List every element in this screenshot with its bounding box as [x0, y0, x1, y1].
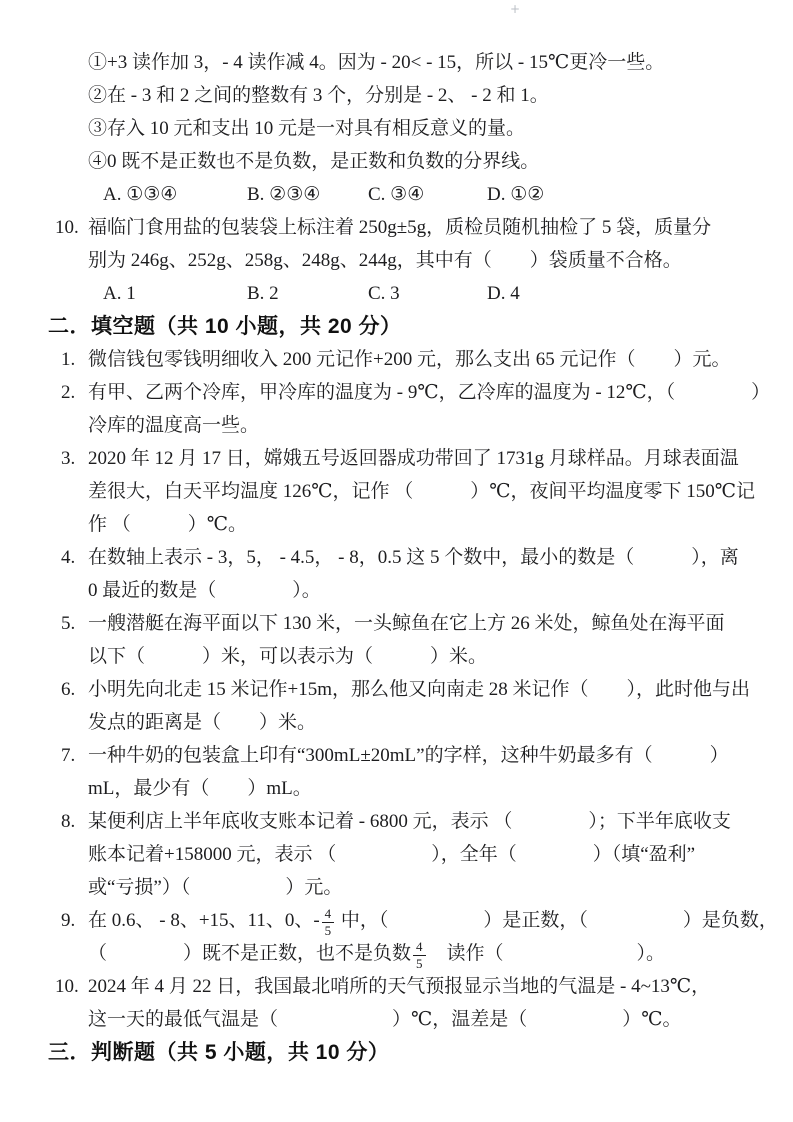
fraction-four-fifths — [322, 907, 335, 938]
option-b: B. ②③④ — [247, 184, 321, 205]
crop-mark-icon: + — [510, 2, 521, 16]
statement-line-3: ③存入 10 元和支出 10 元是一对具有相反意义的量。 — [88, 118, 526, 139]
question-number: 9. — [61, 910, 76, 931]
option-d: D. 4 — [487, 283, 520, 304]
section-2-heading: 二．填空题（共 10 小题，共 20 分） — [48, 315, 402, 338]
question-number: 4. — [61, 547, 76, 568]
statement-line-1: ①+3 读作加 3，- 4 读作减 4。因为 - 20< - 15，所以 - 15℃更冷一些。 — [88, 52, 665, 73]
question-number: 7. — [61, 745, 76, 766]
question-text: 中，（ ）是正数，（ ）是负数， — [336, 910, 778, 931]
fill-question-2 — [0, 376, 793, 442]
fill-question-7 — [0, 739, 793, 805]
question-line: 2020 年 12 月 17 日，嫦娥五号返回器成功带回了 1731g 月球样品。月球表面温 — [88, 448, 739, 469]
question-number: 3. — [61, 448, 76, 469]
choice-question-10 — [0, 211, 793, 277]
question-number: 8. — [61, 811, 76, 832]
question-number: 6. — [61, 679, 76, 700]
fill-question-8 — [0, 805, 793, 904]
fill-question-6 — [0, 673, 793, 739]
question-line: 在数轴上表示 - 3，5， - 4.5， - 8，0.5 这 5 个数中，最小的数是（ ），离 — [88, 547, 739, 568]
question-number: 2. — [61, 382, 76, 403]
question-line: mL，最少有（ ）mL。 — [88, 778, 312, 799]
choice-q9-options-row — [0, 178, 793, 211]
question-number: 1. — [61, 349, 76, 370]
option-d: D. ①② — [487, 184, 545, 205]
question-text: 读作（ ）。 — [427, 943, 666, 964]
fraction-four-fifths — [413, 940, 426, 971]
question-line: 微信钱包零钱明细收入 200 元记作+200 元，那么支出 65 元记作（ ）元。 — [88, 349, 731, 370]
question-line: 差很大，白天平均温度 126℃，记作 （ ）℃，夜间平均温度零下 150℃记 — [88, 481, 756, 502]
question-line: 一艘潜艇在海平面以下 130 米，一头鲸鱼在它上方 26 米处，鲸鱼处在海平面 — [88, 613, 725, 634]
question-line: 小明先向北走 15 米记作+15m，那么他又向南走 28 米记作（ ），此时他与出 — [88, 679, 750, 700]
fill-question-10 — [0, 970, 793, 1036]
fill-question-1 — [0, 343, 793, 376]
question-line: 发点的距离是（ ）米。 — [88, 712, 317, 733]
option-a: A. ①③④ — [103, 184, 178, 205]
fill-question-5 — [0, 607, 793, 673]
option-c: C. 3 — [368, 283, 400, 304]
question-line: 以下（ ）米，可以表示为（ ）米。 — [88, 646, 488, 667]
question-text: （ ）既不是正数，也不是负数 — [88, 943, 412, 964]
question-line: 冷库的温度高一些。 — [88, 415, 260, 436]
question-line — [88, 904, 793, 937]
question-line: 别为 246g、252g、258g、248g、244g，其中有（ ）袋质量不合格。 — [88, 250, 682, 271]
fill-question-3 — [0, 442, 793, 541]
fill-question-4 — [0, 541, 793, 607]
fraction-denominator: 5 — [324, 923, 332, 938]
fraction-numerator: 4 — [413, 940, 426, 956]
question-line: 账本记着+158000 元，表示 （ ），全年（ ）（填“盈利” — [88, 844, 696, 865]
fraction-denominator: 5 — [416, 956, 423, 971]
question-line: 一种牛奶的包装盒上印有“300mL±20mL”的字样，这种牛奶最多有（ ） — [88, 745, 729, 766]
fraction-numerator: 4 — [322, 907, 335, 923]
statement-line-4: ④0 既不是正数也不是负数，是正数和负数的分界线。 — [88, 151, 540, 172]
question-line: 福临门食用盐的包装袋上标注着 250g±5g，质检员随机抽检了 5 袋，质量分 — [88, 217, 712, 238]
question-text: 在 0.6、 - 8、+15、11、0、- — [88, 910, 320, 931]
question-line: 2024 年 4 月 22 日，我国最北哨所的天气预报显示当地的气温是 - 4~13℃， — [88, 976, 711, 997]
option-c: C. ③④ — [368, 184, 425, 205]
question-line: 这一天的最低气温是（ ）℃，温差是（ ）℃。 — [88, 1009, 682, 1030]
question-line — [88, 937, 793, 970]
section-3-heading: 三．判断题（共 5 小题，共 10 分） — [48, 1041, 390, 1064]
question-line: 某便利店上半年底收支账本记着 - 6800 元，表示 （ ）；下半年底收支 — [88, 811, 731, 832]
question-line: 或“亏损”）（ ）元。 — [88, 877, 343, 898]
fill-question-9 — [0, 904, 793, 970]
question-number: 10. — [55, 217, 79, 238]
question-line: 0 最近的数是（ ）。 — [88, 580, 321, 601]
option-b: B. 2 — [247, 283, 279, 304]
statement-line-2: ②在 - 3 和 2 之间的整数有 3 个，分别是 - 2、 - 2 和 1。 — [88, 85, 549, 106]
question-line: 有甲、乙两个冷库，甲冷库的温度为 - 9℃，乙冷库的温度为 - 12℃，（ ） — [88, 382, 771, 403]
question-line: 作 （ ）℃。 — [88, 514, 248, 535]
choice-q10-options-row — [0, 277, 793, 310]
question-number: 5. — [61, 613, 76, 634]
option-a: A. 1 — [103, 283, 136, 304]
question-number: 10. — [55, 976, 79, 997]
